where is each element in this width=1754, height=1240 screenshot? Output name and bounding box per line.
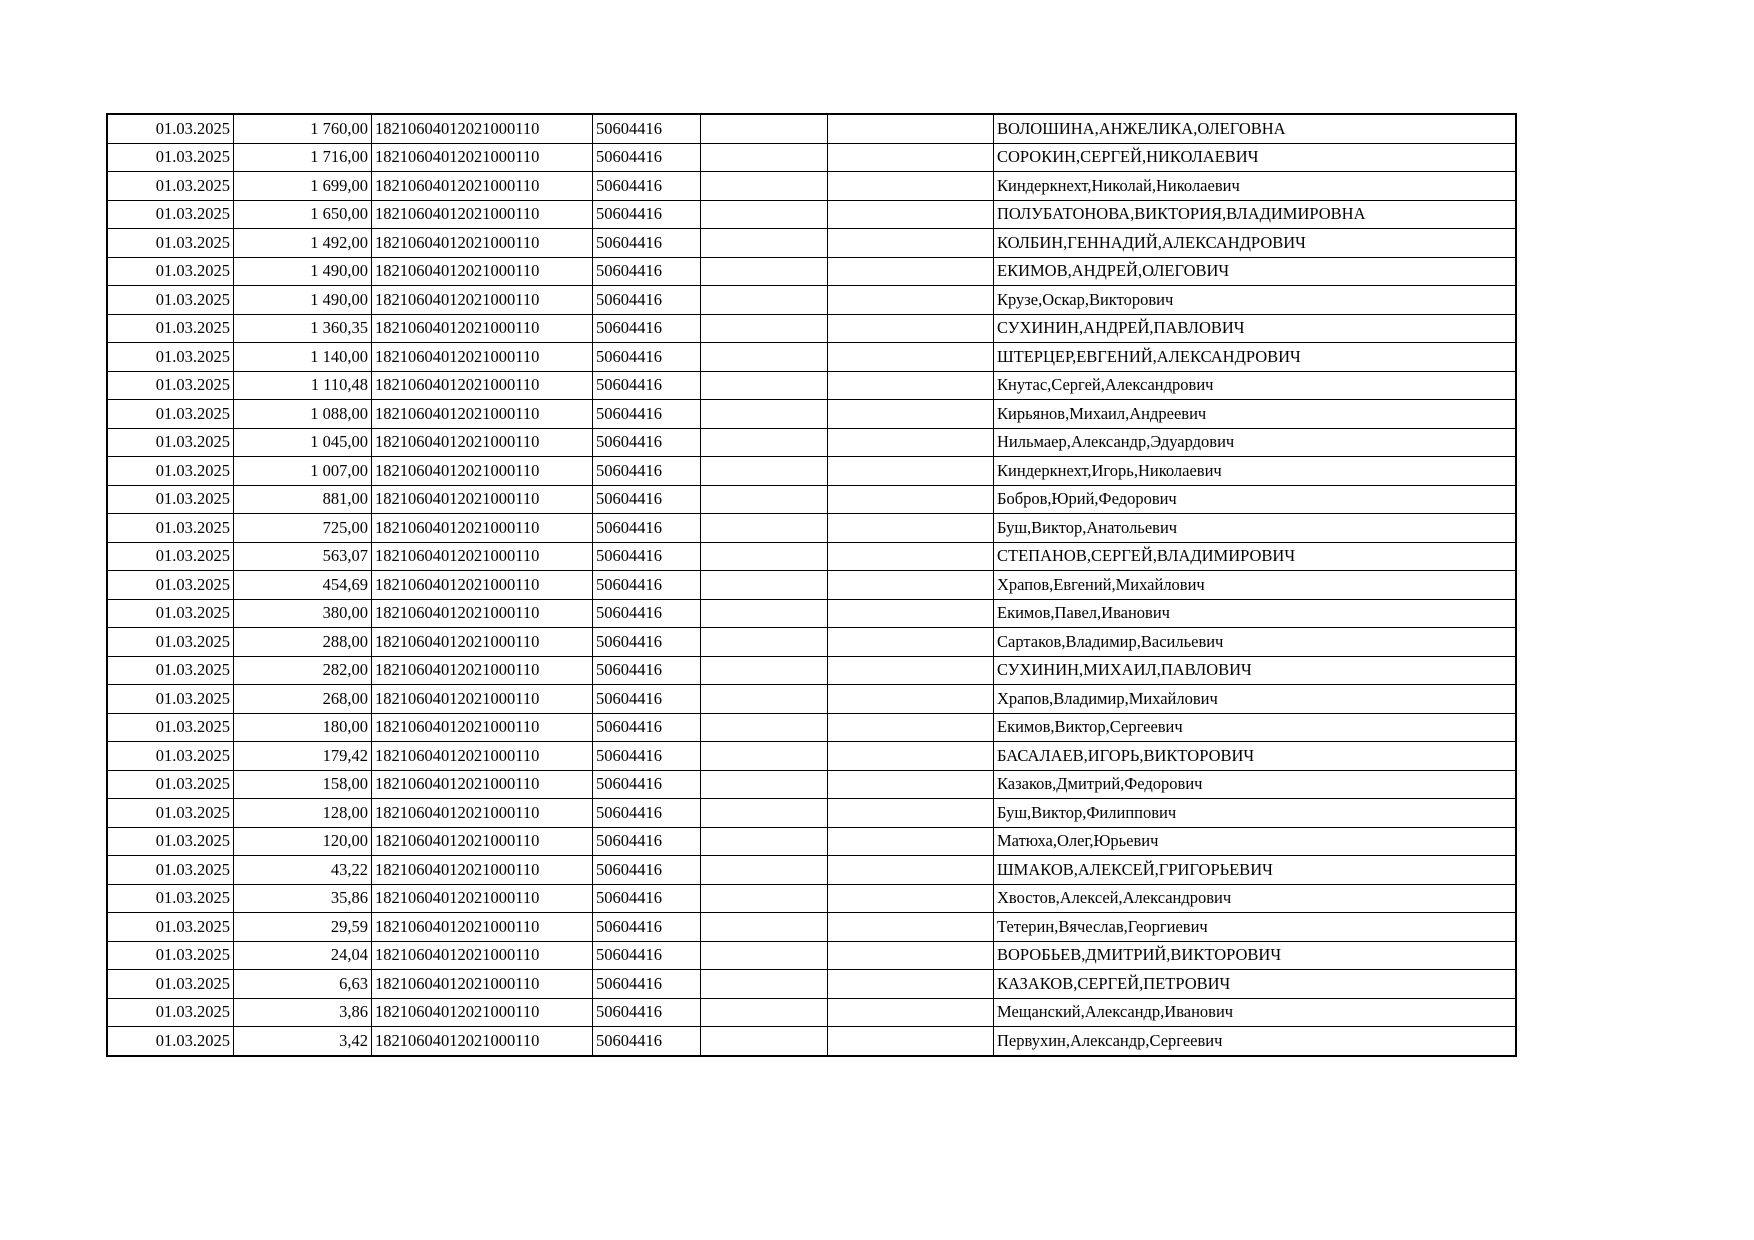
oktmo-code-cell: 50604416: [593, 941, 701, 970]
payment-date-cell: 01.03.2025: [107, 229, 234, 258]
payment-date-cell: 01.03.2025: [107, 628, 234, 657]
payment-date-cell: 01.03.2025: [107, 286, 234, 315]
blank-cell: [701, 314, 828, 343]
blank-cell: [828, 913, 994, 942]
blank-cell: [828, 599, 994, 628]
payment-date-cell: 01.03.2025: [107, 428, 234, 457]
table-row: [107, 713, 1516, 742]
blank-cell: [828, 856, 994, 885]
table-row: [107, 970, 1516, 999]
oktmo-code-cell: 50604416: [593, 514, 701, 543]
blank-cell: [828, 314, 994, 343]
payment-date-cell: 01.03.2025: [107, 143, 234, 172]
payer-name-cell: ПОЛУБАТОНОВА,ВИКТОРИЯ,ВЛАДИМИРОВНА: [994, 200, 1517, 229]
payer-name-cell: СУХИНИН,МИХАИЛ,ПАВЛОВИЧ: [994, 656, 1517, 685]
table-row: [107, 571, 1516, 600]
kbk-code-cell: 18210604012021000110: [372, 257, 593, 286]
blank-cell: [828, 428, 994, 457]
payment-date-cell: 01.03.2025: [107, 257, 234, 286]
blank-cell: [828, 514, 994, 543]
payment-amount-cell: 563,07: [234, 542, 372, 571]
payment-date-cell: 01.03.2025: [107, 542, 234, 571]
payer-name-cell: Первухин,Александр,Сергеевич: [994, 1027, 1517, 1056]
blank-cell: [701, 656, 828, 685]
payment-date-cell: 01.03.2025: [107, 1027, 234, 1056]
payment-amount-cell: 1 650,00: [234, 200, 372, 229]
oktmo-code-cell: 50604416: [593, 457, 701, 486]
blank-cell: [828, 998, 994, 1027]
blank-cell: [701, 799, 828, 828]
table-row: [107, 457, 1516, 486]
oktmo-code-cell: 50604416: [593, 770, 701, 799]
blank-cell: [701, 457, 828, 486]
kbk-code-cell: 18210604012021000110: [372, 827, 593, 856]
payments-table: [106, 113, 1517, 1057]
payment-date-cell: 01.03.2025: [107, 514, 234, 543]
payment-amount-cell: 43,22: [234, 856, 372, 885]
payer-name-cell: ЕКИМОВ,АНДРЕЙ,ОЛЕГОВИЧ: [994, 257, 1517, 286]
kbk-code-cell: 18210604012021000110: [372, 542, 593, 571]
payer-name-cell: Нильмаер,Александр,Эдуардович: [994, 428, 1517, 457]
kbk-code-cell: 18210604012021000110: [372, 742, 593, 771]
table-row: [107, 514, 1516, 543]
kbk-code-cell: 18210604012021000110: [372, 913, 593, 942]
blank-cell: [828, 884, 994, 913]
table-row: [107, 485, 1516, 514]
payment-date-cell: 01.03.2025: [107, 941, 234, 970]
blank-cell: [701, 628, 828, 657]
oktmo-code-cell: 50604416: [593, 428, 701, 457]
table-row: [107, 685, 1516, 714]
table-row: [107, 371, 1516, 400]
payment-amount-cell: 1 490,00: [234, 257, 372, 286]
payment-date-cell: 01.03.2025: [107, 713, 234, 742]
payer-name-cell: ВОЛОШИНА,АНЖЕЛИКА,ОЛЕГОВНА: [994, 114, 1517, 143]
oktmo-code-cell: 50604416: [593, 257, 701, 286]
table-row: [107, 1027, 1516, 1056]
payment-amount-cell: 158,00: [234, 770, 372, 799]
payer-name-cell: Екимов,Виктор,Сергеевич: [994, 713, 1517, 742]
oktmo-code-cell: 50604416: [593, 542, 701, 571]
table-row: [107, 856, 1516, 885]
blank-cell: [828, 286, 994, 315]
kbk-code-cell: 18210604012021000110: [372, 571, 593, 600]
payment-amount-cell: 128,00: [234, 799, 372, 828]
blank-cell: [828, 713, 994, 742]
oktmo-code-cell: 50604416: [593, 913, 701, 942]
payment-date-cell: 01.03.2025: [107, 827, 234, 856]
oktmo-code-cell: 50604416: [593, 343, 701, 372]
payer-name-cell: Мещанский,Александр,Иванович: [994, 998, 1517, 1027]
payer-name-cell: Екимов,Павел,Иванович: [994, 599, 1517, 628]
payment-date-cell: 01.03.2025: [107, 457, 234, 486]
table-row: [107, 884, 1516, 913]
payment-amount-cell: 120,00: [234, 827, 372, 856]
payment-date-cell: 01.03.2025: [107, 400, 234, 429]
payment-amount-cell: 1 760,00: [234, 114, 372, 143]
payer-name-cell: Бобров,Юрий,Федорович: [994, 485, 1517, 514]
payment-amount-cell: 725,00: [234, 514, 372, 543]
blank-cell: [828, 742, 994, 771]
blank-cell: [828, 770, 994, 799]
table-row: [107, 229, 1516, 258]
payer-name-cell: Храпов,Евгений,Михайлович: [994, 571, 1517, 600]
payment-amount-cell: 3,42: [234, 1027, 372, 1056]
payment-amount-cell: 29,59: [234, 913, 372, 942]
blank-cell: [701, 998, 828, 1027]
payment-amount-cell: 1 140,00: [234, 343, 372, 372]
blank-cell: [828, 827, 994, 856]
blank-cell: [701, 571, 828, 600]
payment-date-cell: 01.03.2025: [107, 685, 234, 714]
blank-cell: [828, 400, 994, 429]
blank-cell: [828, 172, 994, 201]
kbk-code-cell: 18210604012021000110: [372, 1027, 593, 1056]
blank-cell: [701, 172, 828, 201]
oktmo-code-cell: 50604416: [593, 286, 701, 315]
payer-name-cell: Крузе,Оскар,Викторович: [994, 286, 1517, 315]
blank-cell: [828, 685, 994, 714]
blank-cell: [828, 628, 994, 657]
blank-cell: [701, 827, 828, 856]
payment-date-cell: 01.03.2025: [107, 884, 234, 913]
kbk-code-cell: 18210604012021000110: [372, 884, 593, 913]
oktmo-code-cell: 50604416: [593, 998, 701, 1027]
blank-cell: [701, 913, 828, 942]
table-row: [107, 143, 1516, 172]
kbk-code-cell: 18210604012021000110: [372, 286, 593, 315]
blank-cell: [701, 371, 828, 400]
payer-name-cell: Матюха,Олег,Юрьевич: [994, 827, 1517, 856]
oktmo-code-cell: 50604416: [593, 143, 701, 172]
payer-name-cell: Тетерин,Вячеслав,Георгиевич: [994, 913, 1517, 942]
blank-cell: [701, 742, 828, 771]
kbk-code-cell: 18210604012021000110: [372, 143, 593, 172]
blank-cell: [701, 713, 828, 742]
payer-name-cell: СУХИНИН,АНДРЕЙ,ПАВЛОВИЧ: [994, 314, 1517, 343]
blank-cell: [828, 970, 994, 999]
blank-cell: [701, 343, 828, 372]
payment-amount-cell: 881,00: [234, 485, 372, 514]
kbk-code-cell: 18210604012021000110: [372, 770, 593, 799]
blank-cell: [701, 229, 828, 258]
blank-cell: [828, 343, 994, 372]
blank-cell: [701, 143, 828, 172]
payment-date-cell: 01.03.2025: [107, 970, 234, 999]
payer-name-cell: ШМАКОВ,АЛЕКСЕЙ,ГРИГОРЬЕВИЧ: [994, 856, 1517, 885]
document-page: [106, 113, 1517, 1057]
payments-table-body: [107, 114, 1516, 1056]
oktmo-code-cell: 50604416: [593, 827, 701, 856]
blank-cell: [701, 856, 828, 885]
table-row: [107, 770, 1516, 799]
oktmo-code-cell: 50604416: [593, 628, 701, 657]
table-row: [107, 400, 1516, 429]
blank-cell: [828, 200, 994, 229]
kbk-code-cell: 18210604012021000110: [372, 343, 593, 372]
payer-name-cell: ШТЕРЦЕР,ЕВГЕНИЙ,АЛЕКСАНДРОВИЧ: [994, 343, 1517, 372]
kbk-code-cell: 18210604012021000110: [372, 514, 593, 543]
table-row: [107, 742, 1516, 771]
blank-cell: [828, 571, 994, 600]
blank-cell: [701, 599, 828, 628]
payment-date-cell: 01.03.2025: [107, 913, 234, 942]
payer-name-cell: Киндеркнехт,Николай,Николаевич: [994, 172, 1517, 201]
payment-date-cell: 01.03.2025: [107, 799, 234, 828]
blank-cell: [701, 286, 828, 315]
payment-date-cell: 01.03.2025: [107, 770, 234, 799]
blank-cell: [828, 941, 994, 970]
kbk-code-cell: 18210604012021000110: [372, 428, 593, 457]
payment-date-cell: 01.03.2025: [107, 485, 234, 514]
blank-cell: [701, 485, 828, 514]
oktmo-code-cell: 50604416: [593, 371, 701, 400]
table-row: [107, 172, 1516, 201]
blank-cell: [701, 1027, 828, 1056]
payment-date-cell: 01.03.2025: [107, 998, 234, 1027]
oktmo-code-cell: 50604416: [593, 599, 701, 628]
payer-name-cell: КАЗАКОВ,СЕРГЕЙ,ПЕТРОВИЧ: [994, 970, 1517, 999]
payment-date-cell: 01.03.2025: [107, 343, 234, 372]
payer-name-cell: ВОРОБЬЕВ,ДМИТРИЙ,ВИКТОРОВИЧ: [994, 941, 1517, 970]
oktmo-code-cell: 50604416: [593, 713, 701, 742]
kbk-code-cell: 18210604012021000110: [372, 371, 593, 400]
payment-date-cell: 01.03.2025: [107, 200, 234, 229]
payment-amount-cell: 1 110,48: [234, 371, 372, 400]
payment-amount-cell: 282,00: [234, 656, 372, 685]
oktmo-code-cell: 50604416: [593, 685, 701, 714]
payment-date-cell: 01.03.2025: [107, 599, 234, 628]
payment-date-cell: 01.03.2025: [107, 172, 234, 201]
payment-amount-cell: 454,69: [234, 571, 372, 600]
table-row: [107, 114, 1516, 143]
blank-cell: [828, 143, 994, 172]
blank-cell: [701, 257, 828, 286]
payment-amount-cell: 1 088,00: [234, 400, 372, 429]
table-row: [107, 628, 1516, 657]
table-row: [107, 913, 1516, 942]
table-row: [107, 343, 1516, 372]
kbk-code-cell: 18210604012021000110: [372, 685, 593, 714]
oktmo-code-cell: 50604416: [593, 114, 701, 143]
oktmo-code-cell: 50604416: [593, 856, 701, 885]
kbk-code-cell: 18210604012021000110: [372, 998, 593, 1027]
kbk-code-cell: 18210604012021000110: [372, 457, 593, 486]
payment-amount-cell: 1 045,00: [234, 428, 372, 457]
blank-cell: [828, 656, 994, 685]
kbk-code-cell: 18210604012021000110: [372, 713, 593, 742]
kbk-code-cell: 18210604012021000110: [372, 114, 593, 143]
payer-name-cell: Буш,Виктор,Анатольевич: [994, 514, 1517, 543]
blank-cell: [701, 514, 828, 543]
payment-amount-cell: 288,00: [234, 628, 372, 657]
payment-date-cell: 01.03.2025: [107, 114, 234, 143]
table-row: [107, 656, 1516, 685]
oktmo-code-cell: 50604416: [593, 571, 701, 600]
kbk-code-cell: 18210604012021000110: [372, 200, 593, 229]
payer-name-cell: Кнутас,Сергей,Александрович: [994, 371, 1517, 400]
blank-cell: [701, 428, 828, 457]
kbk-code-cell: 18210604012021000110: [372, 941, 593, 970]
blank-cell: [828, 485, 994, 514]
blank-cell: [701, 400, 828, 429]
table-row: [107, 428, 1516, 457]
payer-name-cell: Хвостов,Алексей,Александрович: [994, 884, 1517, 913]
payment-amount-cell: 1 007,00: [234, 457, 372, 486]
blank-cell: [701, 685, 828, 714]
payer-name-cell: Казаков,Дмитрий,Федорович: [994, 770, 1517, 799]
blank-cell: [828, 371, 994, 400]
payer-name-cell: Храпов,Владимир,Михайлович: [994, 685, 1517, 714]
payment-amount-cell: 1 716,00: [234, 143, 372, 172]
payment-date-cell: 01.03.2025: [107, 856, 234, 885]
payment-amount-cell: 380,00: [234, 599, 372, 628]
payment-amount-cell: 179,42: [234, 742, 372, 771]
oktmo-code-cell: 50604416: [593, 200, 701, 229]
payment-amount-cell: 1 699,00: [234, 172, 372, 201]
payment-date-cell: 01.03.2025: [107, 656, 234, 685]
kbk-code-cell: 18210604012021000110: [372, 856, 593, 885]
payment-date-cell: 01.03.2025: [107, 742, 234, 771]
blank-cell: [701, 970, 828, 999]
kbk-code-cell: 18210604012021000110: [372, 599, 593, 628]
oktmo-code-cell: 50604416: [593, 485, 701, 514]
payment-amount-cell: 180,00: [234, 713, 372, 742]
oktmo-code-cell: 50604416: [593, 799, 701, 828]
payment-date-cell: 01.03.2025: [107, 314, 234, 343]
table-row: [107, 998, 1516, 1027]
payer-name-cell: Буш,Виктор,Филиппович: [994, 799, 1517, 828]
blank-cell: [828, 799, 994, 828]
oktmo-code-cell: 50604416: [593, 884, 701, 913]
kbk-code-cell: 18210604012021000110: [372, 229, 593, 258]
kbk-code-cell: 18210604012021000110: [372, 799, 593, 828]
table-row: [107, 542, 1516, 571]
oktmo-code-cell: 50604416: [593, 656, 701, 685]
blank-cell: [828, 229, 994, 258]
blank-cell: [828, 114, 994, 143]
oktmo-code-cell: 50604416: [593, 970, 701, 999]
table-row: [107, 314, 1516, 343]
payer-name-cell: Кирьянов,Михаил,Андреевич: [994, 400, 1517, 429]
payer-name-cell: Киндеркнехт,Игорь,Николаевич: [994, 457, 1517, 486]
oktmo-code-cell: 50604416: [593, 742, 701, 771]
payer-name-cell: КОЛБИН,ГЕННАДИЙ,АЛЕКСАНДРОВИЧ: [994, 229, 1517, 258]
blank-cell: [701, 542, 828, 571]
payment-amount-cell: 1 492,00: [234, 229, 372, 258]
payer-name-cell: СОРОКИН,СЕРГЕЙ,НИКОЛАЕВИЧ: [994, 143, 1517, 172]
table-row: [107, 941, 1516, 970]
oktmo-code-cell: 50604416: [593, 314, 701, 343]
kbk-code-cell: 18210604012021000110: [372, 970, 593, 999]
payer-name-cell: СТЕПАНОВ,СЕРГЕЙ,ВЛАДИМИРОВИЧ: [994, 542, 1517, 571]
payment-amount-cell: 3,86: [234, 998, 372, 1027]
kbk-code-cell: 18210604012021000110: [372, 656, 593, 685]
oktmo-code-cell: 50604416: [593, 229, 701, 258]
table-row: [107, 827, 1516, 856]
payment-amount-cell: 35,86: [234, 884, 372, 913]
payment-date-cell: 01.03.2025: [107, 571, 234, 600]
payer-name-cell: БАСАЛАЕВ,ИГОРЬ,ВИКТОРОВИЧ: [994, 742, 1517, 771]
table-row: [107, 257, 1516, 286]
blank-cell: [828, 1027, 994, 1056]
blank-cell: [828, 457, 994, 486]
blank-cell: [701, 884, 828, 913]
payment-amount-cell: 1 490,00: [234, 286, 372, 315]
kbk-code-cell: 18210604012021000110: [372, 172, 593, 201]
blank-cell: [701, 200, 828, 229]
payer-name-cell: Сартаков,Владимир,Васильевич: [994, 628, 1517, 657]
blank-cell: [828, 542, 994, 571]
blank-cell: [701, 114, 828, 143]
oktmo-code-cell: 50604416: [593, 1027, 701, 1056]
payment-amount-cell: 24,04: [234, 941, 372, 970]
kbk-code-cell: 18210604012021000110: [372, 628, 593, 657]
blank-cell: [828, 257, 994, 286]
table-row: [107, 599, 1516, 628]
payment-amount-cell: 1 360,35: [234, 314, 372, 343]
table-row: [107, 286, 1516, 315]
table-row: [107, 799, 1516, 828]
blank-cell: [701, 941, 828, 970]
oktmo-code-cell: 50604416: [593, 172, 701, 201]
payment-amount-cell: 6,63: [234, 970, 372, 999]
blank-cell: [701, 770, 828, 799]
kbk-code-cell: 18210604012021000110: [372, 485, 593, 514]
table-row: [107, 200, 1516, 229]
oktmo-code-cell: 50604416: [593, 400, 701, 429]
payment-date-cell: 01.03.2025: [107, 371, 234, 400]
payment-amount-cell: 268,00: [234, 685, 372, 714]
kbk-code-cell: 18210604012021000110: [372, 400, 593, 429]
kbk-code-cell: 18210604012021000110: [372, 314, 593, 343]
